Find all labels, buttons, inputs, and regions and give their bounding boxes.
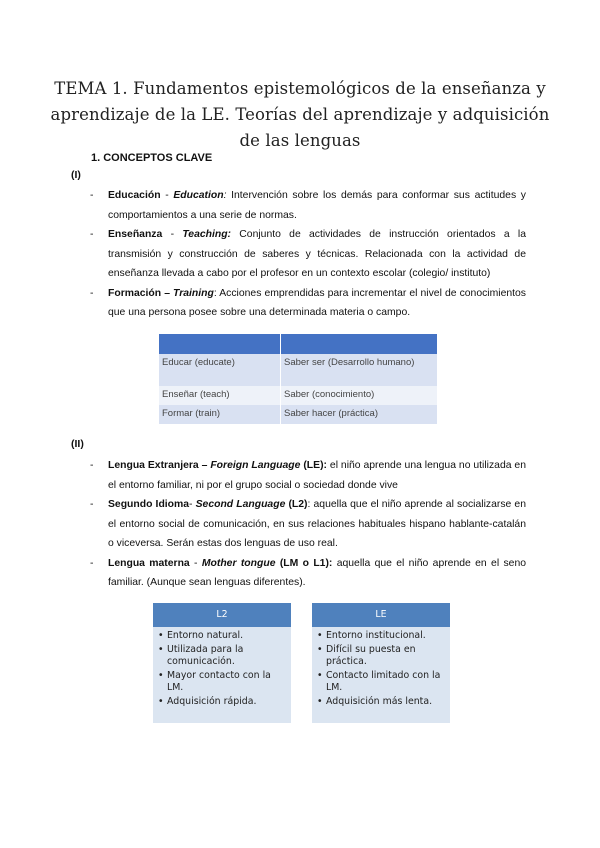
part-label-i: (I) — [71, 169, 81, 181]
table-cell: Saber ser (Desarrollo humano) — [281, 354, 438, 386]
list-item: - Segundo Idioma- Second Language (L2): aquella que el niño aprende al socializarse en el entorno social de comunicación, en sus relaciones habituales hispano hablante-catalán o viceversa. Serán estas dos lenguas de uso real. — [90, 495, 526, 554]
list-item: - Lengua Extranjera – Foreign Language (LE): el niño aprende una lengua no utilizada en el entorno familiar, ni por el grupo social o sociedad donde vive — [90, 456, 526, 495]
list-item: • Adquisición más lenta. — [316, 696, 446, 708]
list-item: - Educación - Education: Intervención sobre los demás para conformar sus actitudes y comportamientos a una serie de normas. — [90, 186, 526, 225]
table-cell: Saber hacer (práctica) — [281, 405, 438, 424]
table-row — [159, 405, 437, 424]
list-item: • Adquisición rápida. — [157, 696, 287, 708]
list-item: - Enseñanza - Teaching: Conjunto de actividades de instrucción orientados a la transmisión y construcción de saberes y técnicas. Relacionada con la actividad de enseñanza llevada a cabo por el profesor en un contexto escolar (colegio/ instituto) — [90, 225, 526, 284]
concepts-table — [159, 334, 437, 424]
table-cell: Enseñar (teach) — [159, 386, 281, 405]
page-title: TEMA 1. Fundamentos epistemológicos de la enseñanza y aprendizaje de la LE. Teorías del aprendizaje y adquisición de las lenguas — [50, 79, 550, 150]
list-item: • Entorno natural. — [157, 630, 287, 642]
list-item: • Mayor contacto con la LM. — [157, 670, 287, 694]
l2-box — [153, 603, 291, 723]
list-item: - Lengua materna - Mother tongue (LM o L1): aquella que el niño aprende en el seno familiar. (Aunque sean lenguas diferentes). — [90, 554, 526, 593]
table-cell: Formar (train) — [159, 405, 281, 424]
definitions-list-i — [90, 186, 526, 323]
table-row — [159, 386, 437, 405]
le-box — [312, 603, 450, 723]
part-label-ii: (II) — [71, 438, 84, 450]
box-body — [153, 627, 291, 723]
list-item: • Difícil su puesta en práctica. — [316, 644, 446, 668]
table-header-row — [159, 334, 437, 354]
list-item: • Utilizada para la comunicación. — [157, 644, 287, 668]
list-item: • Entorno institucional. — [316, 630, 446, 642]
box-body — [312, 627, 450, 723]
section-heading: 1. CONCEPTOS CLAVE — [91, 152, 213, 164]
table-row — [159, 354, 437, 386]
table-cell: Educar (educate) — [159, 354, 281, 386]
table-cell: Saber (conocimiento) — [281, 386, 438, 405]
box-header: L2 — [153, 603, 291, 627]
box-header: LE — [312, 603, 450, 627]
definitions-list-ii — [90, 456, 526, 593]
list-item: - Formación – Training: Acciones emprendidas para incrementar el nivel de conocimientos que una persona posee sobre una determinada materia o campo. — [90, 284, 526, 323]
list-item: • Contacto limitado con la LM. — [316, 670, 446, 694]
